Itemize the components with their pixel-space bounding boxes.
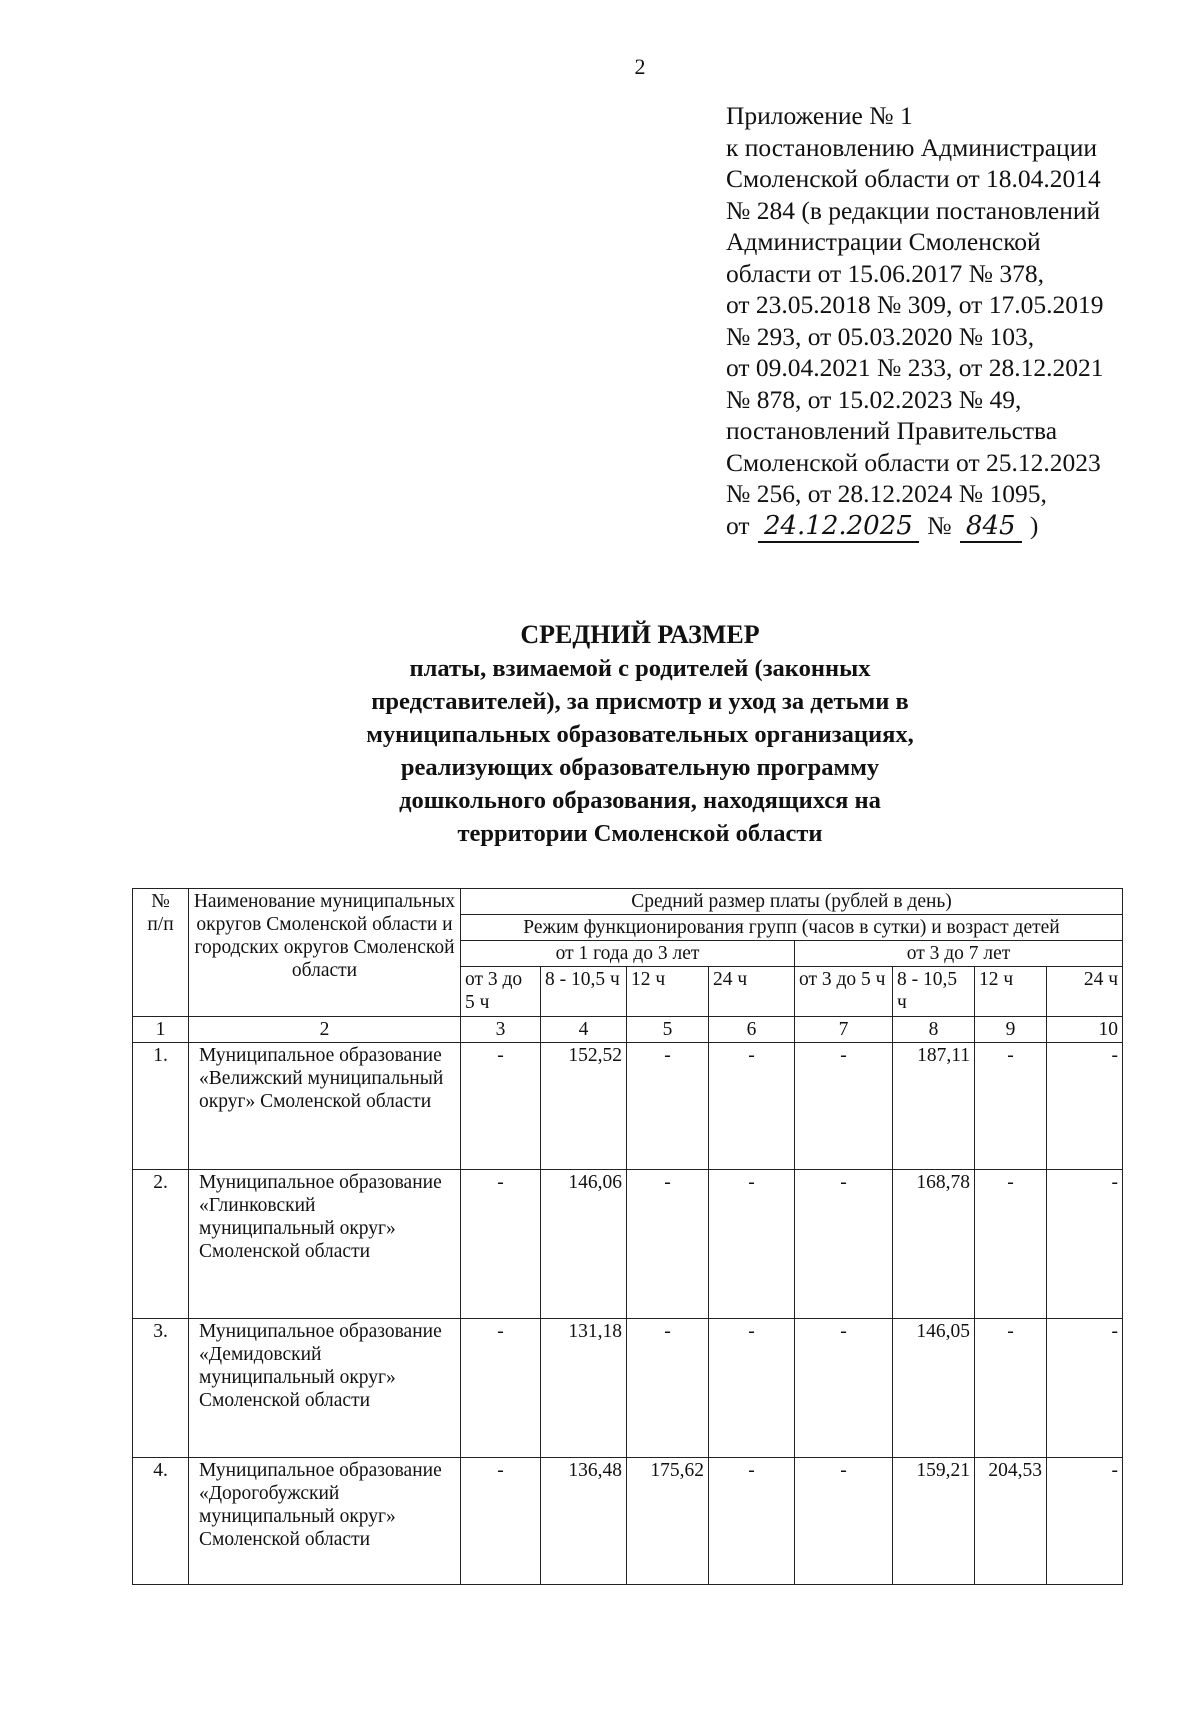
header-sub: 24 ч	[1047, 967, 1123, 1017]
column-number: 10	[1047, 1017, 1123, 1043]
column-number: 3	[461, 1017, 541, 1043]
appendix-line: к постановлению Администрации	[726, 132, 1097, 162]
document-title	[200, 618, 1080, 850]
appendix-line: Смоленской области от 25.12.2023	[726, 447, 1101, 477]
fee-cell: -	[975, 1170, 1047, 1319]
row-number: 1.	[133, 1043, 189, 1170]
row-number: 4.	[133, 1458, 189, 1585]
table-row	[133, 1458, 1123, 1585]
fee-cell: -	[1047, 1458, 1123, 1585]
header-age-3-7: от 3 до 7 лет	[795, 941, 1123, 967]
fee-cell: -	[975, 1043, 1047, 1170]
appendix-signature-line	[726, 510, 1103, 542]
appendix-line: № 256, от 28.12.2024 № 1095,	[726, 479, 1047, 508]
column-number: 6	[709, 1017, 795, 1043]
fee-cell: 187,11	[893, 1043, 975, 1170]
appendix-note	[726, 100, 1103, 541]
header-avg-fee: Средний размер платы (рублей в день)	[461, 889, 1123, 915]
title-line: муниципальных образовательных организациях,	[366, 721, 914, 748]
header-sub: 12 ч	[975, 967, 1047, 1017]
header-no: № п/п	[133, 889, 189, 1017]
fee-cell: 168,78	[893, 1170, 975, 1319]
title-line: территории Смоленской области	[457, 820, 823, 847]
fee-cell: 146,05	[893, 1319, 975, 1458]
fee-cell: 152,52	[541, 1043, 627, 1170]
fee-cell: -	[1047, 1319, 1123, 1458]
appendix-line: Приложение № 1	[726, 101, 913, 130]
fee-cell: -	[795, 1043, 893, 1170]
table-row	[133, 1319, 1123, 1458]
fee-cell: -	[795, 1458, 893, 1585]
table-row	[133, 1043, 1123, 1170]
appendix-line: № 878, от 15.02.2023 № 49,	[726, 384, 1022, 414]
title-heading: СРЕДНИЙ РАЗМЕР	[520, 620, 760, 649]
number-sign: №	[927, 510, 952, 540]
fee-cell: 146,06	[541, 1170, 627, 1319]
title-line: представителей), за присмотр и уход за детьми в	[371, 688, 909, 715]
header-sub: от 3 до 5 ч	[461, 967, 541, 1017]
appendix-line: от 23.05.2018 № 309, от 17.05.2019	[726, 290, 1104, 319]
appendix-line: области от 15.06.2017 № 378,	[726, 258, 1045, 288]
fee-cell: -	[1047, 1043, 1123, 1170]
table-row	[133, 1170, 1123, 1319]
closing-paren: )	[1029, 510, 1039, 540]
column-number: 9	[975, 1017, 1047, 1043]
title-line: платы, взимаемой с родителей (законных	[409, 655, 871, 682]
appendix-prefix: от	[726, 510, 750, 540]
fee-cell: -	[461, 1458, 541, 1585]
column-number: 8	[893, 1017, 975, 1043]
fee-cell: 159,21	[893, 1458, 975, 1585]
fee-cell: 136,48	[541, 1458, 627, 1585]
column-number: 1	[133, 1017, 189, 1043]
appendix-line: Администрации Смоленской	[726, 227, 1041, 256]
column-number: 5	[627, 1017, 709, 1043]
column-number-row	[133, 1017, 1123, 1043]
fee-cell: -	[795, 1319, 893, 1458]
appendix-line: Смоленской области от 18.04.2014	[726, 164, 1101, 193]
header-sub: 8 - 10,5 ч	[541, 967, 627, 1017]
column-number: 7	[795, 1017, 893, 1043]
fee-cell: -	[709, 1170, 795, 1319]
fee-cell: -	[627, 1170, 709, 1319]
fee-cell: -	[461, 1170, 541, 1319]
fee-cell: 204,53	[975, 1458, 1047, 1585]
fee-cell: 175,62	[627, 1458, 709, 1585]
header-age-1-3: от 1 года до 3 лет	[461, 941, 795, 967]
fee-cell: -	[709, 1458, 795, 1585]
header-sub: от 3 до 5 ч	[795, 967, 893, 1017]
fee-cell: -	[461, 1043, 541, 1170]
handwritten-date: 24.12.2025	[758, 511, 919, 543]
header-name: Наименование муниципальных округов Смоленской области и городских округов Смоленской области	[189, 889, 461, 1017]
column-number: 2	[189, 1017, 461, 1043]
municipality-name: Муниципальное образование «Дорогобужский муниципальный округ» Смоленской области	[189, 1458, 461, 1585]
fees-table	[132, 888, 1123, 1585]
header-row	[133, 889, 1123, 915]
fee-cell: -	[975, 1319, 1047, 1458]
fee-cell: -	[1047, 1170, 1123, 1319]
municipality-name: Муниципальное образование «Велижский муниципальный округ» Смоленской области	[189, 1043, 461, 1170]
header-mode: Режим функционирования групп (часов в сутки) и возраст детей	[461, 915, 1123, 941]
appendix-line: № 284 (в редакции постановлений	[726, 195, 1101, 225]
fee-cell: -	[627, 1319, 709, 1458]
fee-cell: 131,18	[541, 1319, 627, 1458]
fee-cell: -	[461, 1319, 541, 1458]
header-sub: 8 - 10,5 ч	[893, 967, 975, 1017]
fee-cell: -	[709, 1043, 795, 1170]
fee-cell: -	[795, 1170, 893, 1319]
header-sub: 24 ч	[709, 967, 795, 1017]
municipality-name: Муниципальное образование «Демидовский муниципальный округ» Смоленской области	[189, 1319, 461, 1458]
municipality-name: Муниципальное образование «Глинковский муниципальный округ» Смоленской области	[189, 1170, 461, 1319]
fee-cell: -	[709, 1319, 795, 1458]
column-number: 4	[541, 1017, 627, 1043]
header-sub: 12 ч	[627, 967, 709, 1017]
title-line: дошкольного образования, находящихся на	[399, 787, 881, 814]
page-number: 2	[634, 54, 646, 79]
row-number: 2.	[133, 1170, 189, 1319]
appendix-line: № 293, от 05.03.2020 № 103,	[726, 321, 1035, 351]
handwritten-number: 845	[960, 511, 1022, 543]
title-line: реализующих образовательную программу	[400, 754, 880, 781]
appendix-line: постановлений Правительства	[726, 416, 1058, 445]
fee-cell: -	[627, 1043, 709, 1170]
appendix-line: от 09.04.2021 № 233, от 28.12.2021	[726, 353, 1104, 382]
row-number: 3.	[133, 1319, 189, 1458]
